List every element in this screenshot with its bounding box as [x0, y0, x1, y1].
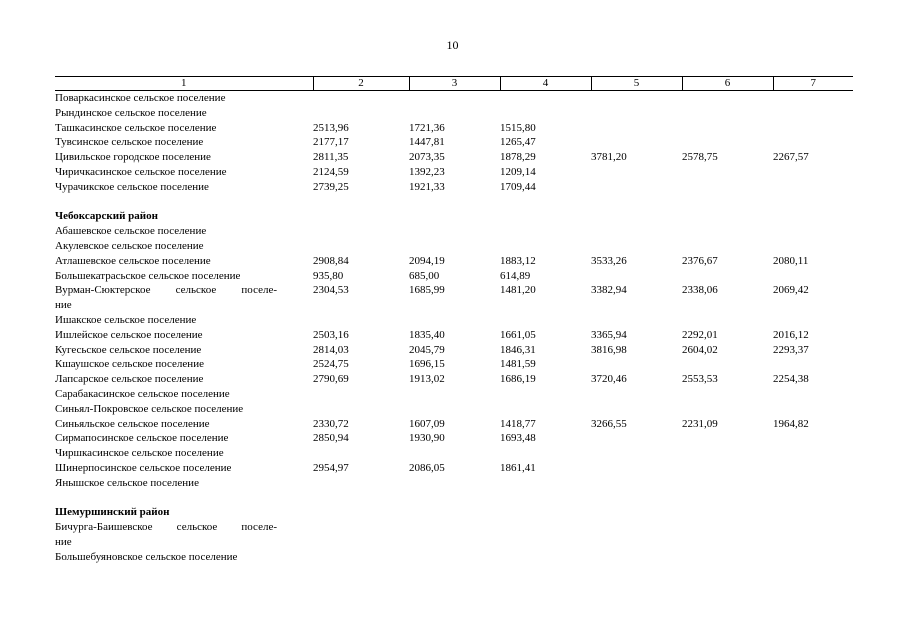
value-cell-col4: 1661,05 [500, 328, 536, 341]
value-cell-col5 [591, 357, 682, 372]
value-cell-col7 [773, 431, 853, 446]
table-row [55, 254, 853, 269]
value-cell-col5 [591, 106, 682, 121]
value-cell-col4: 1861,41 [500, 461, 536, 474]
value-cell-col3 [409, 224, 500, 239]
value-cell-col4 [500, 239, 591, 254]
column-header: 7 [773, 77, 853, 91]
value-cell-col6 [682, 520, 773, 535]
value-cell-col6: 2292,01 [682, 328, 718, 341]
value-cell-col2: 2330,72 [313, 417, 349, 430]
settlement-name: Большебуяновское сельское поселение [55, 550, 238, 563]
table-row [55, 550, 853, 565]
value-cell-col5 [591, 461, 682, 476]
settlement-name: Чиричкасинское сельское поселение [55, 165, 227, 178]
value-cell-col5 [591, 91, 682, 106]
value-cell-col7 [773, 239, 853, 254]
value-cell-col4 [500, 313, 591, 328]
table-row [55, 328, 853, 343]
value-cell-col3: 1696,15 [409, 358, 445, 371]
value-cell-col4 [500, 550, 591, 565]
settlement-name: Рындинское сельское поселение [55, 106, 207, 119]
table-row [55, 269, 853, 284]
value-cell-col6 [682, 476, 773, 491]
value-cell-col2: 2954,97 [313, 461, 349, 474]
table-row [55, 387, 853, 402]
value-cell-col5 [591, 298, 682, 313]
value-cell-col5 [591, 387, 682, 402]
value-cell-col4 [500, 106, 591, 121]
settlement-name: Шинерпосинское сельское поселение [55, 461, 232, 474]
value-cell-col7 [773, 106, 853, 121]
table-row [55, 446, 853, 461]
value-cell-col7 [773, 298, 853, 313]
value-cell-col2: 2814,03 [313, 343, 349, 356]
value-cell-col4: 1846,31 [500, 343, 536, 356]
settlement-name: Большекатрасьское сельское поселение [55, 269, 241, 282]
value-cell-col7: 2267,57 [773, 151, 809, 164]
value-cell-col7 [773, 224, 853, 239]
value-cell-col2 [313, 91, 409, 106]
settlement-name: Абашевское сельское поселение [55, 225, 207, 238]
settlement-name: ние [55, 299, 72, 312]
table-row [55, 357, 853, 372]
district-name: Шемуршинский район [55, 506, 170, 519]
settlement-name: Ишлейское сельское поселение [55, 328, 203, 341]
value-cell-col3 [409, 298, 500, 313]
value-cell-col2: 2503,16 [313, 328, 349, 341]
value-cell-col3: 1930,90 [409, 432, 445, 445]
value-cell-col5 [591, 269, 682, 284]
value-cell-col7 [773, 520, 853, 535]
value-cell-col6 [682, 313, 773, 328]
settlement-name: Янышское сельское поселение [55, 476, 199, 489]
value-cell-col3: 1835,40 [409, 328, 445, 341]
settlement-name: Акулевское сельское поселение [55, 239, 204, 252]
settlement-name: Синьял-Покровское сельское поселение [55, 402, 244, 415]
value-cell-col5 [591, 402, 682, 417]
value-cell-col2 [313, 520, 409, 535]
value-cell-col7: 2293,37 [773, 343, 809, 356]
value-cell-col4: 1481,59 [500, 358, 536, 371]
settlement-name-text: Бичурга-Баишевское сельское поселе- [55, 521, 277, 534]
value-cell-col5: 3266,55 [591, 417, 627, 430]
value-cell-col6: 2231,09 [682, 417, 718, 430]
value-cell-col7: 2016,12 [773, 328, 809, 341]
column-header: 3 [409, 77, 500, 91]
value-cell-col7 [773, 313, 853, 328]
value-cell-col7 [773, 535, 853, 550]
value-cell-col4: 1418,77 [500, 417, 536, 430]
settlement-name-text: Вурман-Сюктерское сельское поселе- [55, 284, 277, 297]
value-cell-col5 [591, 431, 682, 446]
value-cell-col6 [682, 387, 773, 402]
column-header: 4 [500, 77, 591, 91]
table-row [55, 91, 853, 106]
table-row [55, 165, 853, 180]
settlement-name: Чурачикское сельское поселение [55, 180, 209, 193]
value-cell-col2: 2908,84 [313, 254, 349, 267]
table-row [55, 224, 853, 239]
table-row [55, 372, 853, 387]
value-cell-col7: 1964,82 [773, 417, 809, 430]
value-cell-col3: 1447,81 [409, 136, 445, 149]
value-cell-col3: 1392,23 [409, 165, 445, 178]
value-cell-col2 [313, 239, 409, 254]
table-row [55, 461, 853, 476]
value-cell-col5 [591, 165, 682, 180]
value-cell-col2 [313, 224, 409, 239]
value-cell-col5 [591, 135, 682, 150]
value-cell-col7 [773, 402, 853, 417]
table-row [55, 283, 853, 298]
value-cell-col4: 1515,80 [500, 121, 536, 134]
value-cell-col4 [500, 224, 591, 239]
settlement-name: ние [55, 535, 72, 548]
value-cell-col4: 1709,44 [500, 180, 536, 193]
table-row [55, 150, 853, 165]
district-row [55, 209, 853, 224]
value-cell-col2: 2739,25 [313, 180, 349, 193]
value-cell-col3: 2094,19 [409, 254, 445, 267]
value-cell-col5 [591, 550, 682, 565]
table-row [55, 106, 853, 121]
value-cell-col3 [409, 106, 500, 121]
settlement-name: Кшаушское сельское поселение [55, 358, 204, 371]
spacer-row [55, 491, 853, 506]
table-row [55, 535, 853, 550]
value-cell-col4 [500, 520, 591, 535]
value-cell-col4: 1686,19 [500, 373, 536, 386]
column-header: 2 [313, 77, 409, 91]
table-row [55, 431, 853, 446]
value-cell-col6 [682, 461, 773, 476]
value-cell-col5: 3816,98 [591, 343, 627, 356]
value-cell-col7 [773, 387, 853, 402]
value-cell-col3: 2086,05 [409, 461, 445, 474]
value-cell-col4 [500, 91, 591, 106]
settlement-name: Атлашевское сельское поселение [55, 254, 211, 267]
page-number: 10 [446, 38, 459, 52]
value-cell-col3: 685,00 [409, 269, 440, 282]
value-cell-col7: 2080,11 [773, 254, 809, 267]
value-cell-col7 [773, 446, 853, 461]
district-name: Чебоксарский район [55, 210, 158, 223]
value-cell-col4: 1481,20 [500, 284, 536, 297]
value-cell-col4: 1265,47 [500, 136, 536, 149]
value-cell-col5 [591, 476, 682, 491]
value-cell-col4 [500, 446, 591, 461]
settlement-name [55, 520, 313, 535]
value-cell-col4: 1209,14 [500, 165, 536, 178]
value-cell-col5 [591, 535, 682, 550]
value-cell-col6: 2604,02 [682, 343, 718, 356]
value-cell-col5 [591, 520, 682, 535]
value-cell-col3 [409, 476, 500, 491]
value-cell-col3: 1913,02 [409, 373, 445, 386]
value-cell-col7 [773, 180, 853, 195]
value-cell-col6 [682, 402, 773, 417]
data-table [55, 76, 853, 565]
value-cell-col2: 2524,75 [313, 358, 349, 371]
table-row [55, 476, 853, 491]
value-cell-col2: 2124,59 [313, 165, 349, 178]
value-cell-col5: 3365,94 [591, 328, 627, 341]
value-cell-col2: 935,80 [313, 269, 344, 282]
value-cell-col5: 3533,26 [591, 254, 627, 267]
value-cell-col2: 2790,69 [313, 373, 349, 386]
table-row [55, 343, 853, 358]
value-cell-col6 [682, 550, 773, 565]
value-cell-col6 [682, 106, 773, 121]
value-cell-col2 [313, 446, 409, 461]
value-cell-col6 [682, 446, 773, 461]
value-cell-col4 [500, 535, 591, 550]
value-cell-col7 [773, 461, 853, 476]
value-cell-col6 [682, 357, 773, 372]
settlement-name: Лапсарское сельское поселение [55, 373, 204, 386]
value-cell-col2 [313, 106, 409, 121]
value-cell-col6 [682, 535, 773, 550]
table-row [55, 239, 853, 254]
table-row [55, 298, 853, 313]
column-header: 6 [682, 77, 773, 91]
value-cell-col7 [773, 91, 853, 106]
table-row [55, 313, 853, 328]
value-cell-col3: 2073,35 [409, 151, 445, 164]
header-row [55, 77, 853, 91]
value-cell-col6 [682, 431, 773, 446]
value-cell-col4: 1693,48 [500, 432, 536, 445]
value-cell-col3: 1685,99 [409, 284, 445, 297]
value-cell-col3 [409, 387, 500, 402]
value-cell-col4 [500, 476, 591, 491]
value-cell-col5 [591, 313, 682, 328]
value-cell-col6 [682, 239, 773, 254]
column-header: 5 [591, 77, 682, 91]
value-cell-col6 [682, 91, 773, 106]
settlement-name: Сарабакасинское сельское поселение [55, 387, 230, 400]
settlement-name: Цивильское городское поселение [55, 151, 211, 164]
value-cell-col2 [313, 298, 409, 313]
value-cell-col5 [591, 180, 682, 195]
value-cell-col7 [773, 269, 853, 284]
value-cell-col5 [591, 239, 682, 254]
value-cell-col3 [409, 313, 500, 328]
value-cell-col3: 1607,09 [409, 417, 445, 430]
table-row [55, 417, 853, 432]
value-cell-col4 [500, 387, 591, 402]
value-cell-col2: 2850,94 [313, 432, 349, 445]
value-cell-col3: 1921,33 [409, 180, 445, 193]
value-cell-col3 [409, 91, 500, 106]
value-cell-col6: 2553,53 [682, 373, 718, 386]
settlement-name: Тувсинское сельское поселение [55, 136, 204, 149]
table-row [55, 520, 853, 535]
value-cell-col6 [682, 165, 773, 180]
value-cell-col7 [773, 550, 853, 565]
value-cell-col5: 3720,46 [591, 373, 627, 386]
value-cell-col7 [773, 165, 853, 180]
value-cell-col6 [682, 224, 773, 239]
spacer-cell [55, 195, 853, 210]
settlement-name: Синьяльское сельское поселение [55, 417, 210, 430]
table-row [55, 180, 853, 195]
value-cell-col2: 2304,53 [313, 284, 349, 297]
value-cell-col2 [313, 313, 409, 328]
value-cell-col5: 3382,94 [591, 284, 627, 297]
value-cell-col4 [500, 298, 591, 313]
value-cell-col7 [773, 121, 853, 136]
table-row [55, 402, 853, 417]
column-header: 1 [55, 77, 313, 91]
settlement-name: Ишакское сельское поселение [55, 313, 197, 326]
settlement-name: Чиршкасинское сельское поселение [55, 447, 224, 460]
value-cell-col3 [409, 402, 500, 417]
value-cell-col6: 2376,67 [682, 254, 718, 267]
value-cell-col4: 1878,29 [500, 151, 536, 164]
value-cell-col3 [409, 446, 500, 461]
spacer-row [55, 195, 853, 210]
table-row [55, 121, 853, 136]
value-cell-col5: 3781,20 [591, 151, 627, 164]
value-cell-col6: 2338,06 [682, 284, 718, 297]
value-cell-col6: 2578,75 [682, 151, 718, 164]
value-cell-col5 [591, 224, 682, 239]
value-cell-col3: 1721,36 [409, 121, 445, 134]
value-cell-col2 [313, 476, 409, 491]
value-cell-col4 [500, 402, 591, 417]
value-cell-col2 [313, 535, 409, 550]
value-cell-col4: 1883,12 [500, 254, 536, 267]
settlement-name [55, 283, 313, 298]
value-cell-col3 [409, 239, 500, 254]
value-cell-col2 [313, 402, 409, 417]
district-row [55, 505, 853, 520]
settlement-name: Кугесьское сельское поселение [55, 343, 202, 356]
settlement-name: Ташкасинское сельское поселение [55, 121, 217, 134]
value-cell-col2: 2811,35 [313, 151, 349, 164]
value-cell-col2: 2177,17 [313, 136, 349, 149]
value-cell-col3 [409, 535, 500, 550]
value-cell-col7 [773, 357, 853, 372]
value-cell-col7 [773, 135, 853, 150]
value-cell-col7 [773, 476, 853, 491]
value-cell-col7: 2069,42 [773, 284, 809, 297]
value-cell-col7: 2254,38 [773, 373, 809, 386]
value-cell-col3: 2045,79 [409, 343, 445, 356]
value-cell-col6 [682, 298, 773, 313]
table-row [55, 135, 853, 150]
settlement-name: Сирмапосинское сельское поселение [55, 432, 229, 445]
value-cell-col2 [313, 387, 409, 402]
spacer-cell [55, 491, 853, 506]
value-cell-col3 [409, 520, 500, 535]
value-cell-col5 [591, 121, 682, 136]
settlement-name: Поваркасинское сельское поселение [55, 92, 226, 104]
value-cell-col4: 614,89 [500, 269, 531, 282]
value-cell-col5 [591, 446, 682, 461]
value-cell-col2: 2513,96 [313, 121, 349, 134]
value-cell-col6 [682, 121, 773, 136]
value-cell-col2 [313, 550, 409, 565]
value-cell-col3 [409, 550, 500, 565]
value-cell-col6 [682, 269, 773, 284]
value-cell-col6 [682, 135, 773, 150]
value-cell-col6 [682, 180, 773, 195]
